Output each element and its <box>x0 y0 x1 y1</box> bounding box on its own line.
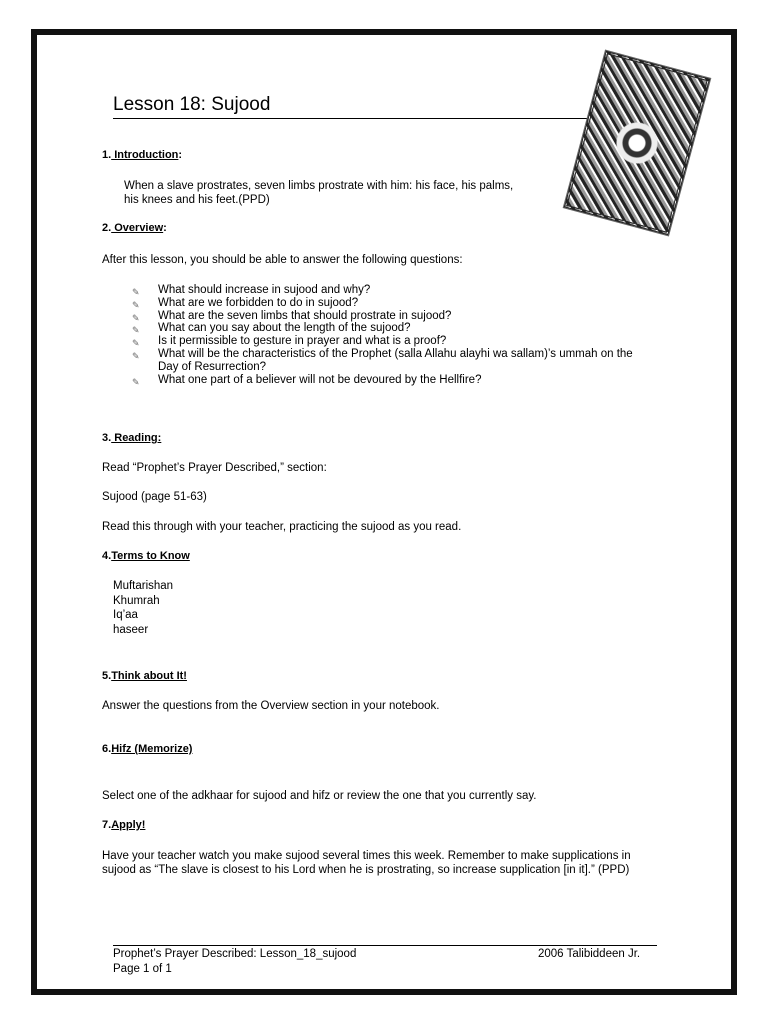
section-reading-heading: 3. Reading: <box>102 432 162 444</box>
footer-right: 2006 Talibiddeen Jr. <box>538 948 641 960</box>
list-item: ✎ Is it permissible to gesture in prayer and what is a proof? <box>132 335 447 349</box>
list-item: Iq’aa <box>113 609 138 621</box>
introduction-text: When a slave prostrates, seven limbs prostrate with him: his face, his palms, his knees and his feet.(PPD) <box>124 180 514 206</box>
pen-bullet-icon: ✎ <box>132 299 140 310</box>
pen-bullet-icon: ✎ <box>132 312 140 323</box>
pen-bullet-icon: ✎ <box>132 376 140 387</box>
overview-lead: After this lesson, you should be able to answer the following questions: <box>102 254 463 266</box>
section-terms-heading: 4.Terms to Know <box>102 550 190 562</box>
section-apply-heading: 7.Apply! <box>102 819 146 831</box>
think-text: Answer the questions from the Overview section in your notebook. <box>102 700 440 712</box>
hifz-text: Select one of the adkhaar for sujood and hifz or review the one that you currently say. <box>102 790 537 802</box>
pen-bullet-icon: ✎ <box>132 338 140 349</box>
list-item: ✎ What are we forbidden to do in sujood? <box>132 296 359 310</box>
section-think-heading: 5.Think about It! <box>102 670 187 682</box>
reading-line-1: Read “Prophet’s Prayer Described,” section: <box>102 462 327 474</box>
section-introduction-heading: 1. Introduction: <box>102 149 183 161</box>
list-item: ✎ What are the seven limbs that should prostrate in sujood? <box>132 309 452 323</box>
list-item: haseer <box>113 623 149 636</box>
list-item: ✎ What should increase in sujood and why? <box>132 284 371 297</box>
list-item: ✎ What one part of a believer will not be devoured by the Hellfire? <box>132 373 482 387</box>
list-item: ✎ What can you say about the length of the sujood? <box>132 322 411 336</box>
footer-page-number: Page 1 of 1 <box>113 963 172 975</box>
section-hifz-heading: 6.Hifz (Memorize) <box>102 743 193 755</box>
list-item: Muftarishan <box>113 580 174 592</box>
list-item: Khumrah <box>113 594 160 607</box>
pen-bullet-icon: ✎ <box>132 287 140 297</box>
footer-left: Prophet’s Prayer Described: Lesson_18_sujood <box>113 948 357 960</box>
pen-bullet-icon: ✎ <box>132 325 140 336</box>
reading-line-2: Sujood (page 51-63) <box>102 491 207 503</box>
section-overview-heading: 2. Overview: <box>102 222 167 234</box>
reading-line-3: Read this through with your teacher, practicing the sujood as you read. <box>102 521 462 533</box>
overview-question-list <box>132 284 692 386</box>
title-underline <box>113 118 593 119</box>
terms-list <box>113 579 173 637</box>
pen-bullet-icon: ✎ <box>132 350 140 361</box>
lesson-title: Lesson 18: Sujood <box>113 94 271 115</box>
apply-text: Have your teacher watch you make sujood several times this week. Remember to make supplications in sujood as “The slave is closest to his Lord when he is prostrating, so increase supplication [in it].” (PPD) <box>102 850 631 876</box>
list-item: ✎ What will be the characteristics of the Prophet (salla Allahu alayhi wa sallam)’s ummah on the Day of Resurrection? <box>132 347 633 373</box>
footer-rule <box>113 945 657 946</box>
